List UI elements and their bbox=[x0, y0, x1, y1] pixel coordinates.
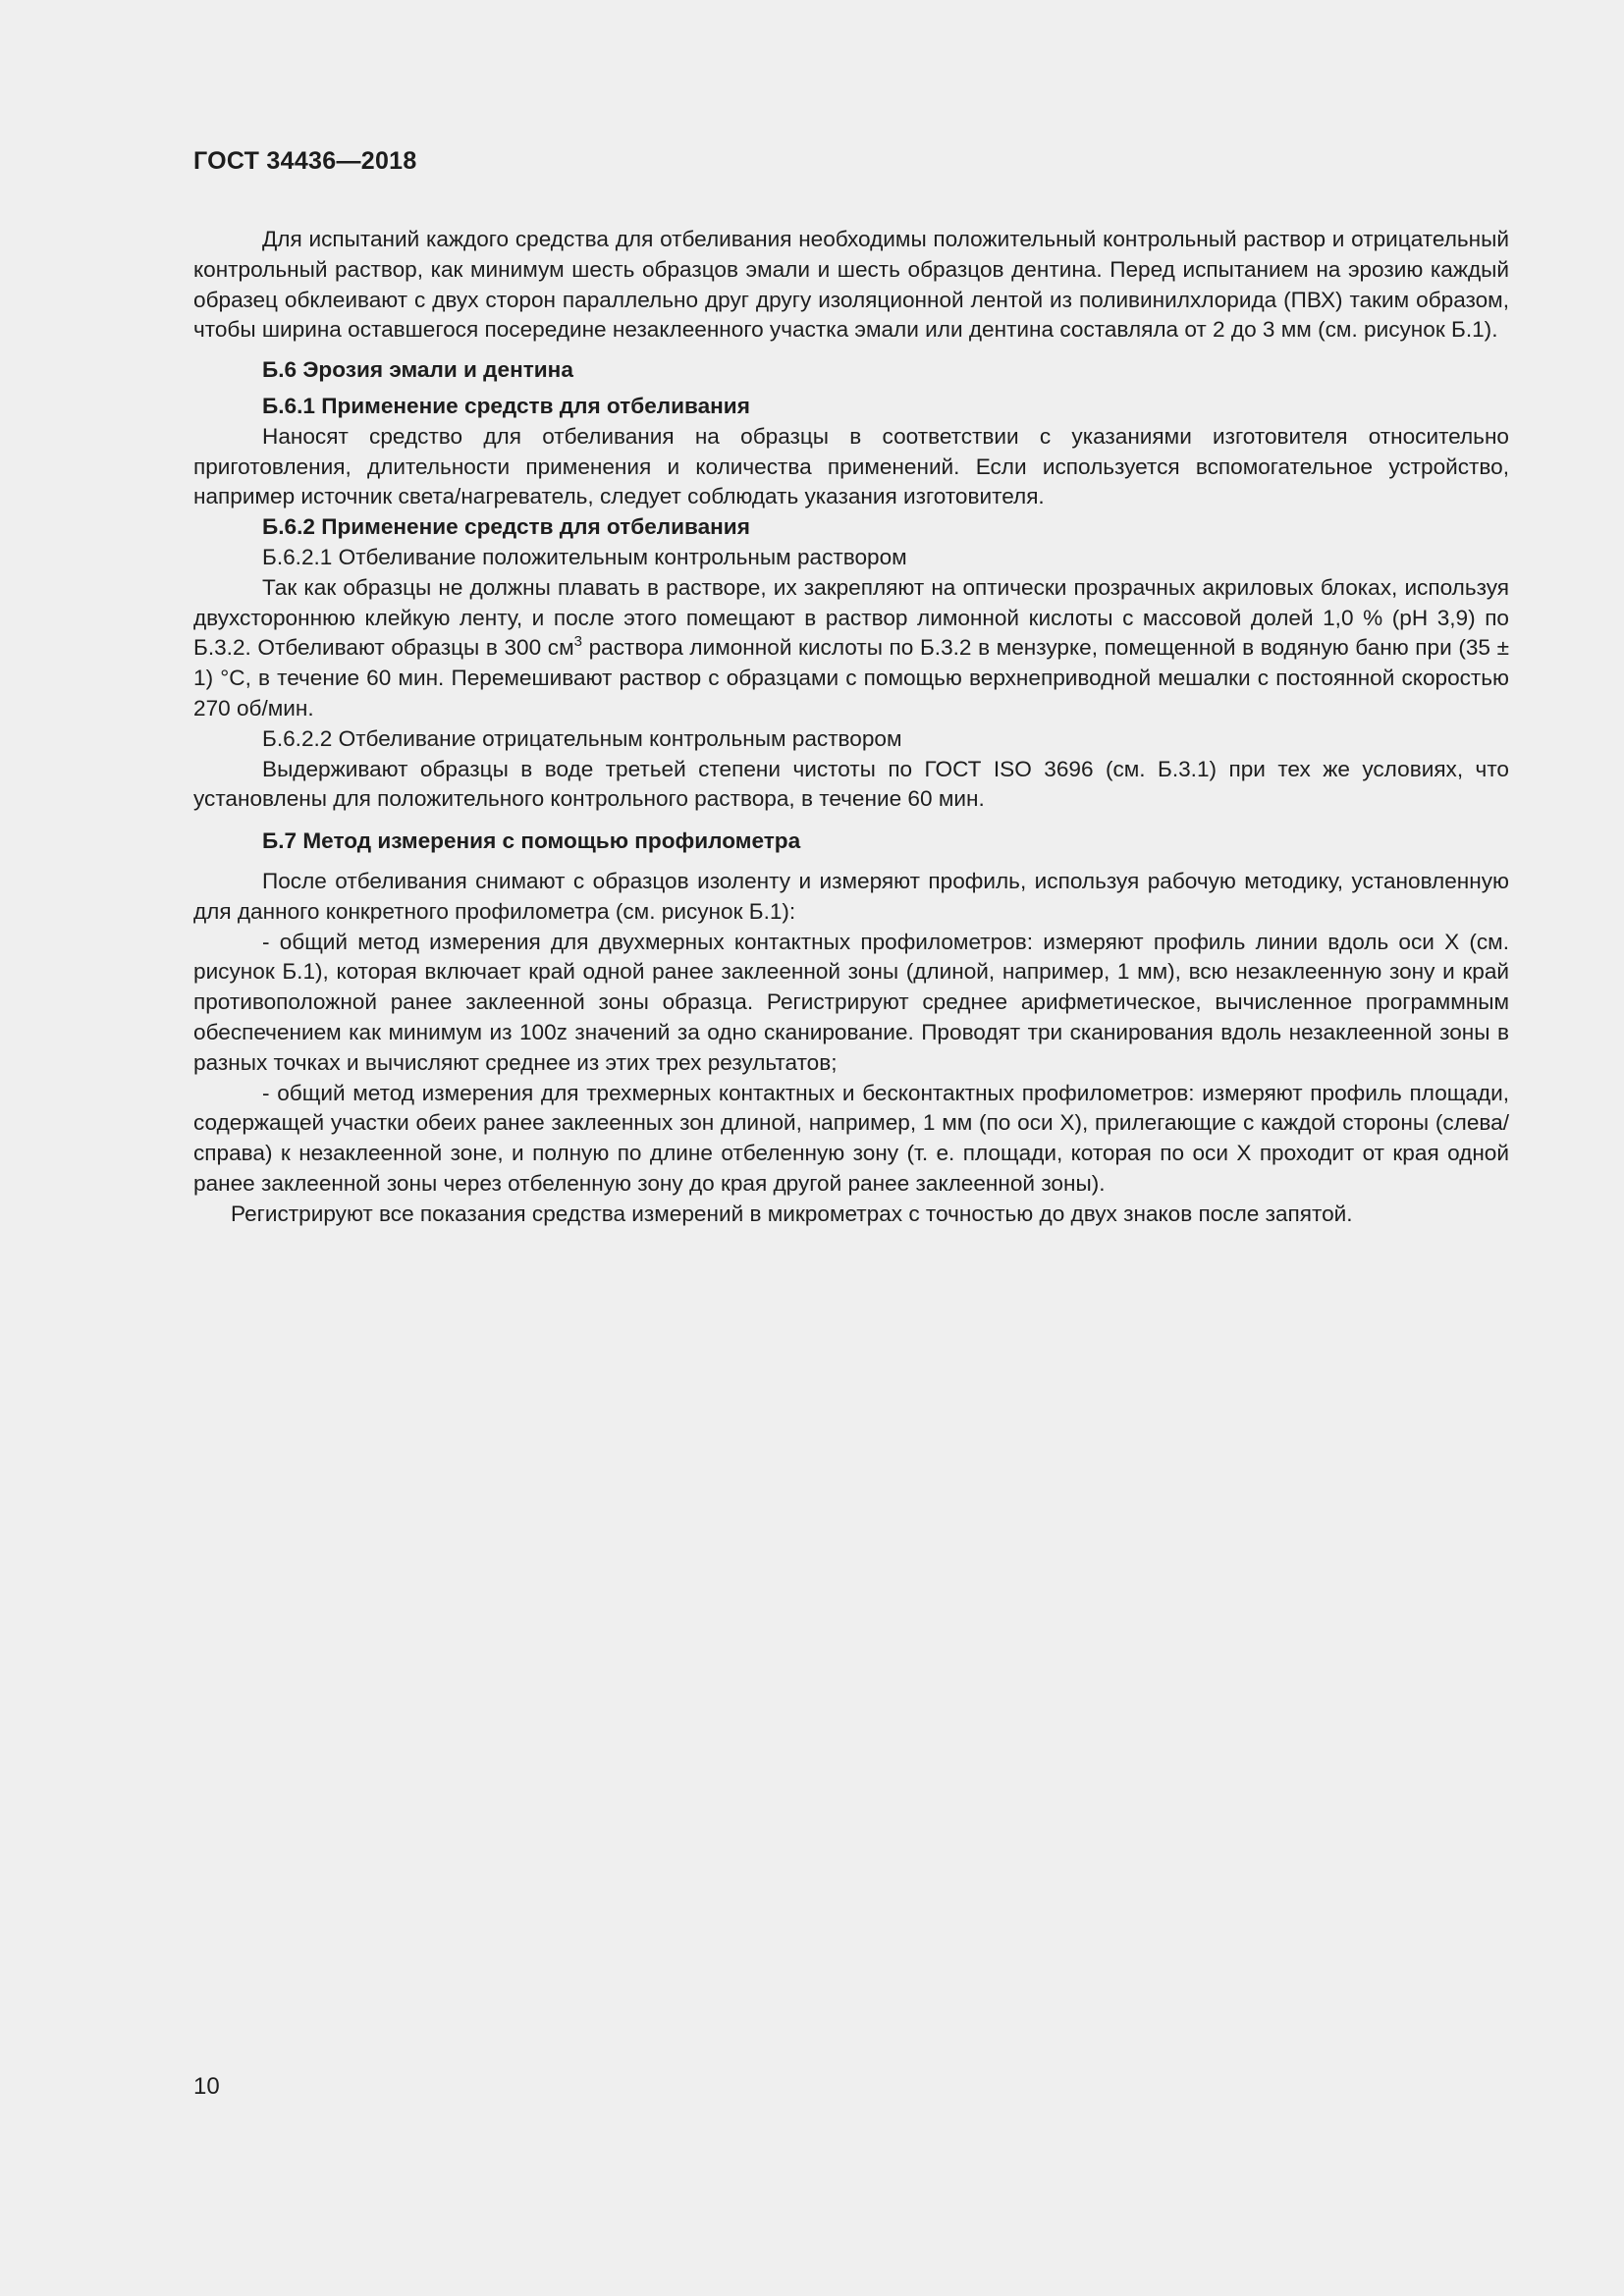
superscript-cubic: 3 bbox=[573, 633, 582, 651]
section-heading-b62: Б.6.2 Применение средств для отбеливания bbox=[262, 514, 750, 540]
section-heading-b622: Б.6.2.2 Отбеливание отрицательным контрольным раствором bbox=[262, 725, 902, 751]
section-heading-b621: Б.6.2.1 Отбеливание положительным контрольным раствором bbox=[262, 544, 907, 569]
paragraph-b621-text-1: Так как образцы не должны плавать в растворе, их закрепляют на оптически прозрачных акриловых блоках, используя двухстороннюю клейкую ленту, и после этого помещают в раствор лимонной кислоты с массовой долей 1,0 % (pH 3,9) по Б.3.2. Отбеливают образцы в 300 см bbox=[193, 574, 1509, 661]
list-item-2d-method: - общий метод измерения для двухмерных контактных профилометров: измеряют профиль линии вдоль оси X (см. рисунок Б.1), которая включает край одной ранее заклеенной зоны (длиной, например, 1 мм), всю незаклеенную зону и край противоположной ранее заклеенной зоны образца. Регистрируют среднее арифметическое, вычисленное программным обеспечением как минимум из 100z значений за одно сканирование. Проводят три сканирования вдоль незаклеенной зоны в разных точках и вычисляют среднее из этих трех результатов; bbox=[193, 929, 1509, 1075]
paragraph-b7: После отбеливания снимают с образцов изоленту и измеряют профиль, используя рабочую методику, установленную для данного конкретного профилометра (см. рисунок Б.1): bbox=[193, 868, 1509, 924]
paragraph-b621-text-2: раствора лимонной кислоты по Б.3.2 в мензурке, помещенной в водяную баню при (35 ± 1) °С, в течение 60 мин. Перемешивают раствор с образцами с помощью верхнеприводной мешалки с постоянной скоростью 270 об/мин. bbox=[193, 635, 1510, 721]
paragraph-b621 bbox=[193, 573, 1509, 724]
paragraph-b622: Выдерживают образцы в воде третьей степени чистоты по ГОСТ ISO 3696 (см. Б.3.1) при тех же условиях, что установлены для положительного контрольного раствора, в течение 60 мин. bbox=[193, 756, 1509, 812]
section-heading-b61: Б.6.1 Применение средств для отбеливания bbox=[262, 393, 750, 418]
section-heading-b7: Б.7 Метод измерения с помощью профилометра bbox=[262, 828, 801, 854]
document-id-header: ГОСТ 34436—2018 bbox=[193, 147, 417, 175]
paragraph-final: Регистрируют все показания средства измерений в микрометрах с точностью до двух знаков после запятой. bbox=[231, 1201, 1353, 1226]
page-number: 10 bbox=[193, 2073, 220, 2100]
paragraph-intro: Для испытаний каждого средства для отбеливания необходимы положительный контрольный раствор и отрицательный контрольный раствор, как минимум шесть образцов эмали и шесть образцов дентина. Перед испытанием на эрозию каждый образец обклеивают с двух сторон параллельно друг другу изоляционной лентой из поливинилхлорида (ПВХ) таким образом, чтобы ширина оставшегося посередине незаклеенного участка эмали или дентина составляла от 2 до 3 мм (см. рисунок Б.1). bbox=[193, 227, 1509, 343]
list-item-3d-method: - общий метод измерения для трехмерных контактных и бесконтактных профилометров: измеряют профиль площади, содержащей участки обеих ранее заклеенных зон длиной, например, 1 мм (по оси X), прилегающие с каждой стороны (слева/справа) к незаклеенной зоне, и полную по длине отбеленную зону (т. е. площади, которая по оси X проходит от края одной ранее заклеенной зоны через отбеленную зону до края другой ранее заклеенной зоны). bbox=[193, 1080, 1509, 1196]
paragraph-b61: Наносят средство для отбеливания на образцы в соответствии с указаниями изготовителя относительно приготовления, длительности применения и количества применений. Если используется вспомогательное устройство, например источник света/нагреватель, следует соблюдать указания изготовителя. bbox=[193, 423, 1509, 509]
page-content bbox=[193, 225, 1509, 1230]
section-heading-b6: Б.6 Эрозия эмали и дентина bbox=[262, 357, 573, 383]
